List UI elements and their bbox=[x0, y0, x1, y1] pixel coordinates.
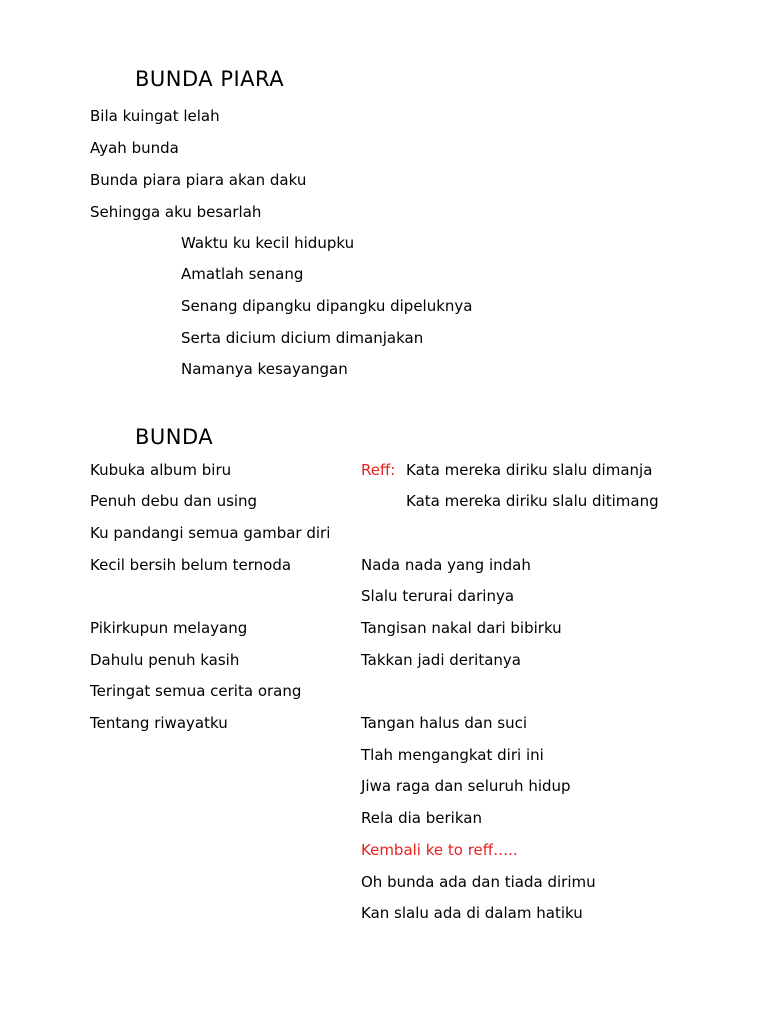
song2-right-line: Takkan jadi deritanya bbox=[361, 651, 521, 669]
song1-title: BUNDA PIARA bbox=[135, 67, 285, 91]
song2-right-line: Jiwa raga dan seluruh hidup bbox=[361, 777, 571, 795]
song1-indented-line: Amatlah senang bbox=[181, 265, 304, 283]
reff-label: Reff: bbox=[361, 461, 396, 479]
song2-left-line: Teringat semua cerita orang bbox=[90, 682, 302, 700]
song1-indented-line: Serta dicium dicium dimanjakan bbox=[181, 329, 424, 347]
song2-right-line: Rela dia berikan bbox=[361, 809, 482, 827]
song1-indented-line: Senang dipangku dipangku dipeluknya bbox=[181, 297, 473, 315]
song2-ending-line: Kan slalu ada di dalam hatiku bbox=[361, 904, 583, 922]
song2-left-line: Ku pandangi semua gambar diri bbox=[90, 524, 331, 542]
reff-line: Kata mereka diriku slalu dimanja bbox=[406, 461, 653, 479]
song1-verse-line: Bunda piara piara akan daku bbox=[90, 171, 307, 189]
reff-line: Kata mereka diriku slalu ditimang bbox=[406, 492, 659, 510]
song2-title: BUNDA bbox=[135, 425, 214, 449]
song2-left-line: Tentang riwayatku bbox=[90, 714, 228, 732]
song2-left-line: Penuh debu dan using bbox=[90, 492, 258, 510]
song2-right-line: Nada nada yang indah bbox=[361, 556, 531, 574]
song2-left-line: Pikirkupun melayang bbox=[90, 619, 248, 637]
song2-right-line: Tangan halus dan suci bbox=[361, 714, 528, 732]
song2-left-line: Kubuka album biru bbox=[90, 461, 232, 479]
song2-left-line: Dahulu penuh kasih bbox=[90, 651, 240, 669]
song2-right-line: Tangisan nakal dari bibirku bbox=[361, 619, 562, 637]
song1-verse-line: Sehingga aku besarlah bbox=[90, 203, 262, 221]
song2-right-line: Tlah mengangkat diri ini bbox=[361, 746, 544, 764]
back-to-reff-note: Kembali ke to reff….. bbox=[361, 841, 518, 859]
song1-indented-line: Waktu ku kecil hidupku bbox=[181, 234, 355, 252]
song2-ending-line: Oh bunda ada dan tiada dirimu bbox=[361, 873, 596, 891]
song1-verse-line: Ayah bunda bbox=[90, 139, 179, 157]
song2-right-line: Slalu terurai darinya bbox=[361, 587, 515, 605]
song2-left-line: Kecil bersih belum ternoda bbox=[90, 556, 292, 574]
song1-indented-line: Namanya kesayangan bbox=[181, 360, 348, 378]
song1-verse-line: Bila kuingat lelah bbox=[90, 107, 220, 125]
